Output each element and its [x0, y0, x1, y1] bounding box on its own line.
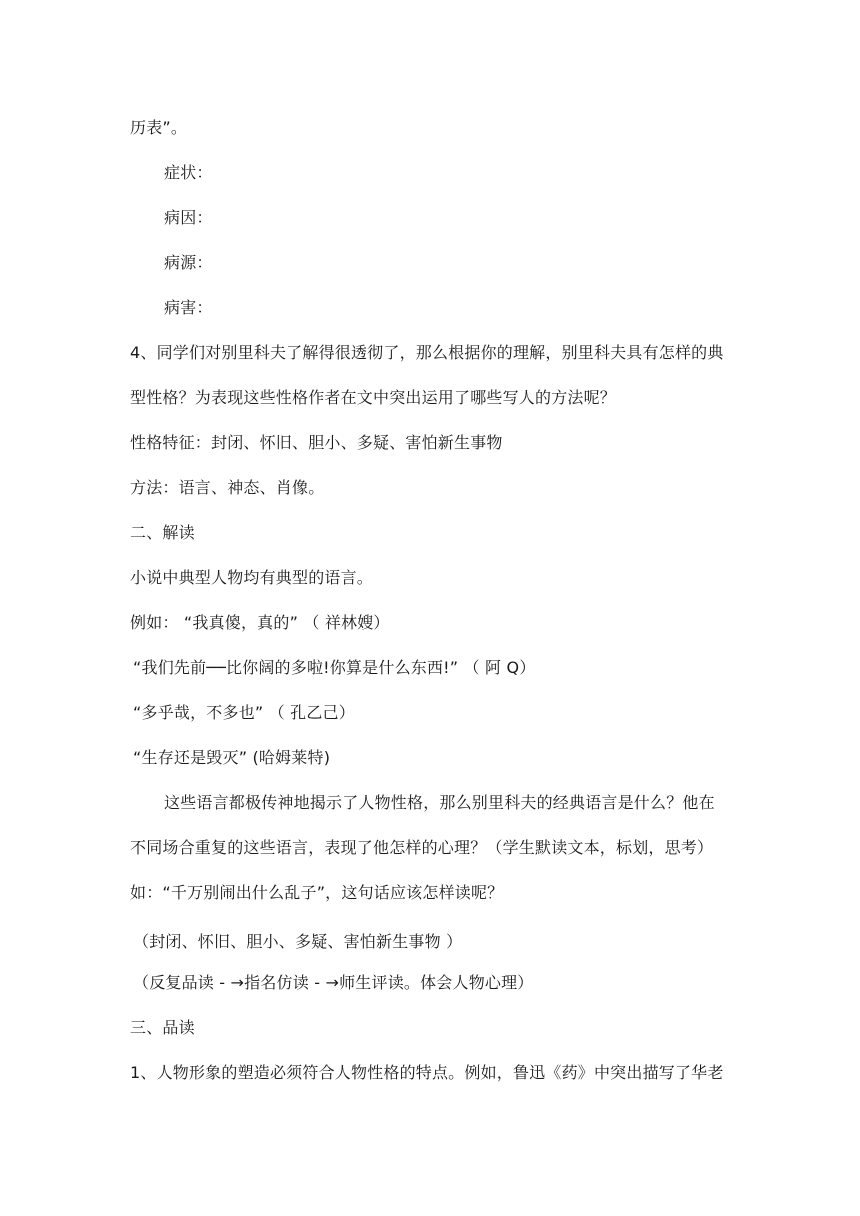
text-line: 症状：: [164, 163, 213, 182]
quote-line: “多乎哉，不多也” （ 孔乙己）: [133, 703, 355, 722]
text-line: 历表”。: [130, 118, 188, 137]
text-line: 方法：语言、神态、肖像。: [130, 478, 325, 497]
text-line: 例如： “我真傻，真的” （ 祥林嫂）: [130, 613, 390, 632]
text-line: 病源：: [164, 253, 213, 272]
text-line: 病害：: [164, 298, 213, 317]
text-line: 4、同学们对别里科夫了解得很透彻了，那么根据你的理解，别里科夫具有怎样的典: [130, 343, 724, 362]
text-line: 1、人物形象的塑造必须符合人物性格的特点。例如，鲁迅《药》中突出描写了华老: [130, 1063, 724, 1082]
text-line: 不同场合重复的这些语言，表现了他怎样的心理？（学生默读文本，标划，思考）: [130, 838, 714, 857]
quote-line: “生存还是毁灭” (哈姆莱特): [133, 748, 331, 767]
text-line: 病因：: [164, 208, 213, 227]
section-heading: 二、解读: [130, 523, 195, 542]
text-line: 如：“千万别闹出什么乱子”，这句话应该怎样读呢？: [130, 883, 504, 902]
text-line: 型性格？为表现这些性格作者在文中突出运用了哪些写人的方法呢？: [130, 388, 617, 407]
text-line: 小说中典型人物均有典型的语言。: [130, 568, 374, 587]
text-line: （封闭、怀旧、胆小、多疑、害怕新生事物 ）: [133, 932, 463, 951]
text-line: 性格特征：封闭、怀旧、胆小、多疑、害怕新生事物: [130, 433, 503, 452]
text-line: （反复品读 - →指名仿读 - →师生评读。体会人物心理）: [133, 973, 534, 992]
quote-line: “我们先前──比你阔的多啦!你算是什么东西!” （ 阿 Q）: [133, 658, 536, 677]
section-heading: 三、品读: [130, 1018, 195, 1037]
text-line: 这些语言都极传神地揭示了人物性格，那么别里科夫的经典语言是什么？他在: [164, 793, 715, 812]
